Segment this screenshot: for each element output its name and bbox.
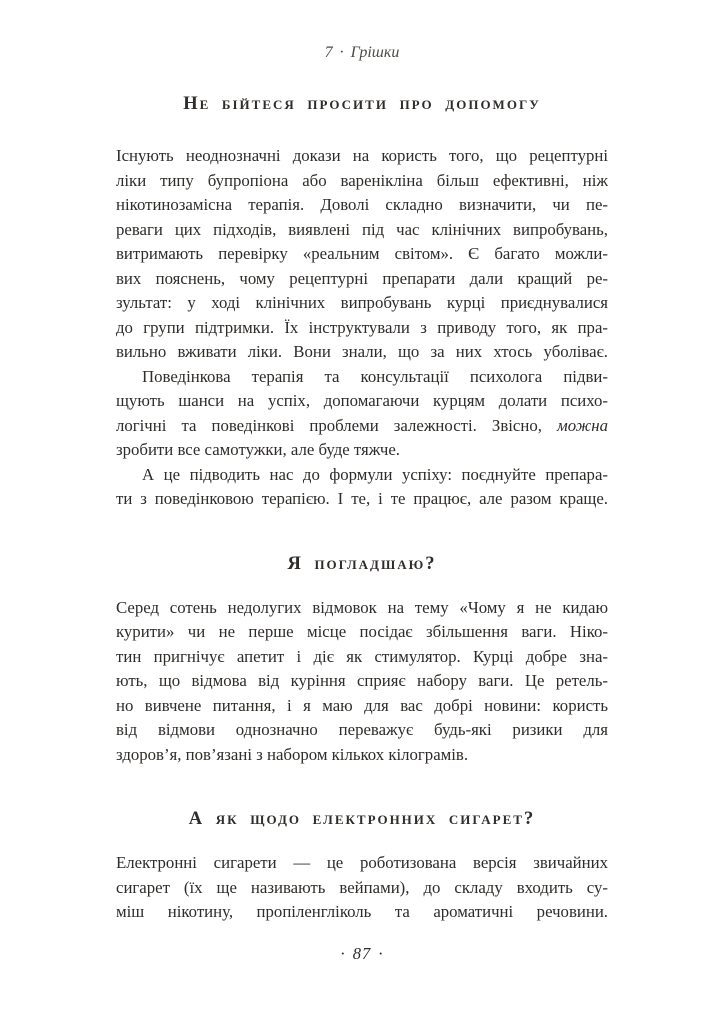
text-segment: логічні та поведінкові проблеми залежності. Звісно, (116, 415, 557, 435)
body-line: Існують неоднозначні докази на користь того, що рецептурні (116, 146, 608, 165)
emphasis-text: можна (556, 415, 608, 435)
body-line (116, 414, 608, 439)
body-line: сигарет (їх ще називають вейпами), до складу входить су- (116, 877, 608, 897)
body-line: реваги цих підходів, виявлені під час клінічних випробувань, (116, 219, 608, 239)
body-line: витримають перевірку «реальним світом». Є багато можли- (116, 244, 608, 263)
section-heading: Я погладшаю? (287, 553, 437, 574)
body-line: ють, що відмова від куріння сприяє набору ваги. Це ретель- (116, 671, 608, 690)
body-line: Серед сотень недолугих відмовок на тему «Чому я не кидаю (116, 597, 608, 617)
body-line: до групи підтримки. Їх інструктували з приводу того, як пра- (116, 317, 608, 337)
body-line: зробити все самотужки, але буде тяжче. (116, 440, 400, 459)
paragraph (116, 463, 608, 512)
body-line: зультат: у ході клінічних випробувань курці приєднувалися (116, 293, 608, 312)
paragraph (116, 596, 608, 768)
body-line: вильно вживати ліки. Вони знали, що за них хтось уболіває. (116, 342, 608, 361)
body-line: здоров’я, пов’язані з набором кількох кілограмів. (116, 744, 469, 764)
page-content (116, 92, 608, 925)
body-line: тин пригнічує апетит і діє як стимулятор. Курці добре зна- (116, 646, 608, 666)
section-heading: А як щодо електронних сигарет? (188, 809, 536, 829)
section-heading: Не бійтеся просити про допомогу (183, 94, 541, 114)
body-line: А це підводить нас до формули успіху: поєднуйте препара- (142, 464, 608, 484)
body-line: вих пояснень, чому рецептурні препарати дали кращий ре- (116, 268, 608, 288)
paragraph (116, 144, 608, 365)
paragraph (116, 365, 608, 463)
body-line: від відмови однозначно переважує будь-які ризики для (116, 720, 608, 739)
body-line: ліки типу бупропіона або варенікліна більш ефективні, ніж (116, 170, 608, 190)
body-line: міш нікотину, пропіленгліколь та ароматичні речовини. (116, 902, 608, 921)
body-line: щують шанси на успіх, допомагаючи курцям долати психо- (116, 391, 608, 410)
paragraph (116, 851, 608, 925)
page-number: · 87 · (340, 944, 384, 963)
body-line: курити» чи не перше місце посідає збільшення ваги. Ніко- (116, 622, 608, 641)
body-line: но вивчене питання, і я маю для вас добрі новини: користь (116, 695, 608, 715)
body-line: нікотинозамісна терапія. Доволі складно визначити, чи пе- (116, 195, 608, 214)
running-head: 7 · Грішки (324, 44, 400, 61)
body-line: Електронні сигарети — це роботизована версія звичайних (116, 853, 608, 872)
body-line: Поведінкова терапія та консультації психолога підви- (142, 366, 608, 386)
body-line: ти з поведінковою терапією. І те, і те працює, але разом краще. (116, 489, 608, 508)
